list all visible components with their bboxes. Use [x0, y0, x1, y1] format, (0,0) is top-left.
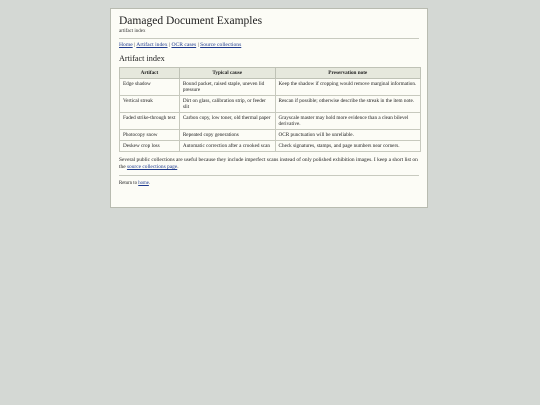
cause-cell: Repeated copy generations: [179, 130, 275, 141]
table-row: [120, 96, 421, 113]
page-title: Damaged Document Examples: [119, 15, 263, 27]
table-row: [120, 130, 421, 141]
document-page: [110, 8, 428, 208]
nav-separator: |: [197, 42, 199, 48]
artifact-cell: Deskew crop loss: [120, 141, 180, 152]
artifact-cell: Edge shadow: [120, 79, 180, 96]
footer-divider: [119, 175, 419, 176]
note-cell: OCR punctuation will be unreliable.: [275, 130, 420, 141]
paragraph-text: Several public collections are useful because they include imperfect scans instead of only polished exhibition images. I keep a short list on the: [119, 157, 418, 170]
note-cell: Keep the shadow if cropping would remove marginal information.: [275, 79, 420, 96]
note-cell: Check signatures, stamps, and page numbers near corners.: [275, 141, 420, 152]
artifact-cell: Photocopy snow: [120, 130, 180, 141]
footer-end: .: [148, 180, 151, 186]
nav-separator: |: [134, 42, 136, 48]
footer: [119, 179, 419, 187]
table-row: [120, 113, 421, 130]
column-header-preservation-note: Preservation note: [275, 68, 420, 79]
top-nav: [119, 42, 419, 49]
nav-link-source-collections[interactable]: Source collections: [200, 42, 242, 48]
cause-cell: Automatic correction after a crooked scan: [179, 141, 275, 152]
table-row: [120, 141, 421, 152]
table-row: [120, 79, 421, 96]
artifact-table: [119, 67, 421, 152]
nav-link-home[interactable]: Home: [119, 42, 133, 48]
nav-separator: |: [168, 42, 171, 48]
artifact-cell: Faded strike-through text: [120, 113, 180, 130]
table-header-row: [120, 68, 421, 79]
section-heading: Artifact index: [119, 54, 165, 63]
column-header-typical-cause: Typical cause: [179, 68, 275, 79]
cause-cell: Bound packet, raised staple, uneven lid pressure: [179, 79, 275, 96]
cause-cell: Dirt on glass, calibration strip, or feeder slit: [179, 96, 275, 113]
footer-home-link[interactable]: home: [138, 180, 149, 186]
artifact-cell: Vertical streak: [120, 96, 180, 113]
collections-paragraph: [119, 157, 419, 171]
source-collections-link[interactable]: source collections page: [126, 163, 178, 170]
column-header-artifact: Artifact: [120, 68, 180, 79]
paragraph-end: .: [177, 163, 179, 170]
note-cell: Rescan if possible; otherwise describe the streak in the item note.: [275, 96, 420, 113]
header-divider: [119, 38, 419, 39]
cause-cell: Carbon copy, low toner, old thermal paper: [179, 113, 275, 130]
nav-link-artifact-index[interactable]: Artifact index: [136, 42, 168, 48]
page-subtitle: artifact index: [119, 29, 146, 34]
footer-text: Return to: [119, 180, 139, 186]
note-cell: Grayscale master may hold more evidence than a clean bilevel derivative.: [275, 113, 420, 130]
nav-link-ocr-cases[interactable]: OCR cases: [171, 42, 197, 48]
